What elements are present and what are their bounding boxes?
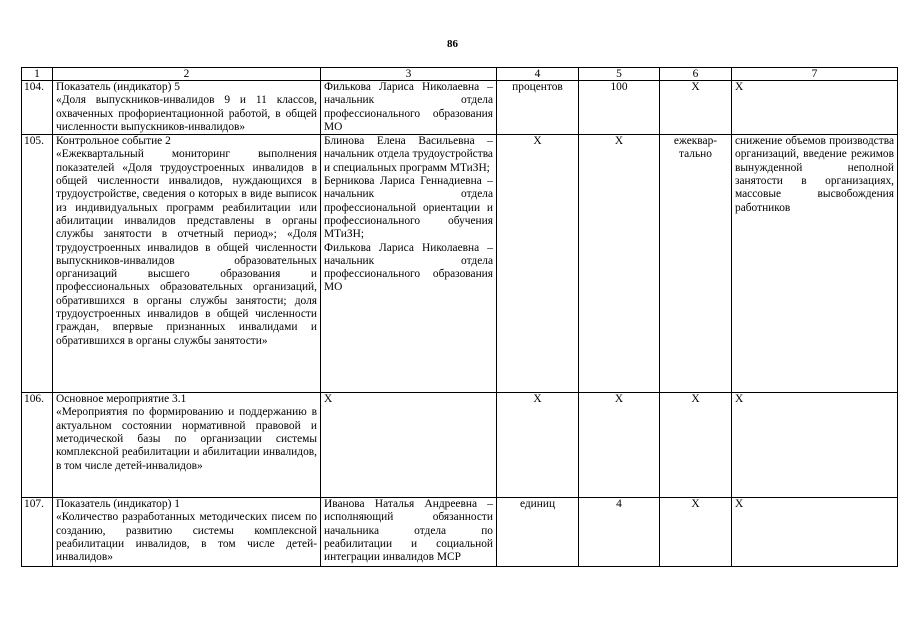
value-cell: 4 — [579, 498, 660, 567]
unit-cell: Х — [497, 135, 579, 393]
responsible-cell: Филькова Лариса Николаевна – начальник отдела профессионального образования МО — [321, 81, 497, 135]
row-number-cell: 107. — [22, 498, 53, 567]
header-cell: 1 — [22, 68, 53, 81]
item-cell — [53, 498, 321, 567]
item-cell — [53, 81, 321, 135]
table-header-row — [22, 68, 898, 81]
table-row — [22, 393, 898, 498]
header-cell: 7 — [732, 68, 898, 81]
responsible-cell: Иванова Наталья Андреевна – исполняющий обязанности начальника отдела по реабилитации и социальной интеграции инвалидов МСР — [321, 498, 497, 567]
row-number-cell: 105. — [22, 135, 53, 393]
header-cell: 4 — [497, 68, 579, 81]
risks-cell: снижение объемов производства организаций, введение режимов вынужденной неполной занятости в организациях, массовые высвобождения работников — [732, 135, 898, 393]
item-title: Показатель (индикатор) 5 — [56, 81, 180, 93]
responsible-cell: Блинова Елена Васильевна – начальник отдела трудоустройства и специальных программ МТиЗН; Берникова Лариса Геннадиевна – начальник отдела профессиональной ориентации и профессионального обучения МТиЗН; Филькова Лариса Николаевна – начальник отдела профессионального образования МО — [321, 135, 497, 393]
item-description: «Мероприятия по формированию и поддержанию в актуальном состоянии нормативной правовой и методической базы по организации системы комплексной реабилитации и абилитации инвалидов, в том числе детей-инвалидов» — [56, 406, 317, 472]
unit-cell: Х — [497, 393, 579, 498]
item-cell — [53, 393, 321, 498]
header-cell: 6 — [660, 68, 732, 81]
item-title: Показатель (индикатор) 1 — [56, 498, 180, 511]
risks-cell: Х — [732, 498, 898, 567]
item-description: «Доля выпускников-инвалидов 9 и 11 классов, охваченных профориентационной работой, в общей численности выпускников-инвалидов» — [56, 94, 317, 133]
risks-cell: Х — [732, 393, 898, 498]
header-cell: 5 — [579, 68, 660, 81]
item-description: «Количество разработанных методических писем по созданию, развитию системы комплексной реабилитации инвалидов, в том числе детей-инвалидов» — [56, 511, 317, 564]
item-title: Основное мероприятие 3.1 — [56, 393, 187, 406]
item-cell — [53, 135, 321, 393]
risks-cell: Х — [732, 81, 898, 135]
row-number-cell: 106. — [22, 393, 53, 498]
unit-cell: процентов — [497, 81, 579, 135]
header-cell: 2 — [53, 68, 321, 81]
period-cell: Х — [660, 81, 732, 135]
unit-cell: единиц — [497, 498, 579, 567]
table-row — [22, 498, 898, 567]
table-row — [22, 135, 898, 393]
value-cell: Х — [579, 393, 660, 498]
table-row — [22, 81, 898, 135]
program-table — [21, 67, 898, 567]
period-cell: Х — [660, 393, 732, 498]
period-cell: Х — [660, 498, 732, 567]
value-cell: Х — [579, 135, 660, 393]
responsible-cell: Х — [321, 393, 497, 498]
item-title: Контрольное событие 2 — [56, 135, 171, 148]
header-cell: 3 — [321, 68, 497, 81]
page-number: 86 — [447, 38, 458, 50]
value-cell: 100 — [579, 81, 660, 135]
row-number-cell: 104. — [22, 81, 53, 135]
item-description: «Ежеквартальный мониторинг выполнения показателей «Доля трудоустроенных инвалидов в общей численности инвалидов, нуждающихся в трудоустройстве, сведения о которых в виде выписок из индивидуальных программ реабилитации или абилитации инвалидов представлены в органы службы занятости в отчетный период»; «Доля трудоустроенных инвалидов в общей численности выпускников-инвалидов образовательных организаций высшего образования и профессиональных образовательных организаций, обратившихся в органы службы занятости; доля трудоустроенных инвалидов в общей численности граждан, впервые признанных инвалидами и обратившихся в органы службы занятости» — [56, 148, 317, 347]
period-cell: ежеквар- тально — [660, 135, 732, 393]
